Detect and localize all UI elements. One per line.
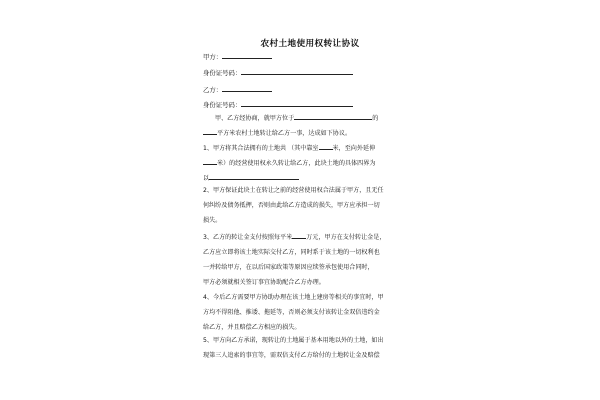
intro-paragraph [203, 111, 419, 141]
document-page [195, 0, 425, 400]
id-a-blank [241, 68, 353, 75]
id-a-label: 身份证号码： [203, 69, 242, 77]
clause2-line2: 何纠纷及债务抵押，否则由此给乙方造成的损失，甲方应承担一切 [203, 202, 380, 209]
party-a-blank [222, 52, 272, 59]
intro-line2-text: 平方米农村土地转让给乙方一事，达成如下协议。 [217, 130, 352, 137]
clause4-line2: 方均不得阻他、推诿、拖延等，否则必须支付该转让金双倍违约金 [203, 309, 380, 316]
area-blank [203, 128, 217, 135]
price-blank [292, 232, 306, 239]
party-a-row [203, 52, 272, 62]
clause-2 [203, 183, 419, 228]
depth-blank [203, 158, 217, 165]
clause1-line1-end: 米，至向外延伸 [332, 145, 376, 152]
clause-4 [203, 290, 419, 335]
clause3-line1-end: 万元，甲方在支付转让金是， [306, 234, 386, 241]
party-b-blank [222, 85, 272, 92]
location-blank [294, 113, 372, 120]
id-b-blank [241, 100, 353, 107]
clause2-line3: 损失。 [203, 217, 222, 224]
clause3-line3: 一并转给甲方，在以后国家政策等原因应续签承包使用合同时， [203, 264, 374, 271]
intro-line1-end: 的 [372, 115, 379, 122]
clause1-line2-text: 米）的经营使用权永久转让给乙方，此块土地的具体四界为 [217, 160, 376, 167]
clause3-line2: 乙方应立即将该土地实际交付乙方，同时系于该土地的一切权利也 [203, 249, 380, 256]
document-title: 农村土地使用权转让协议 [260, 39, 360, 49]
clause-3 [203, 230, 419, 290]
front-width-blank [319, 143, 333, 150]
clause5-line2: 现第三人追索的事宜等，需双倍支付乙方给付的土地转让金及赔偿 [203, 352, 380, 359]
clause4-line3: 给乙方，并且赔偿乙方相应的损失。 [203, 324, 301, 331]
intro-line1-text: 甲、乙方经协商，就甲方位于 [215, 115, 295, 122]
clause1-line3-text: 以 [203, 175, 210, 182]
clause4-line1: 4、今后乙方需要甲方协助办理在该土地上建房等相关的事宜时，甲 [203, 294, 384, 301]
clause3-line4: 甲方必须就相关签订事宜协助配合乙方办理。 [203, 279, 325, 286]
boundary-blank [209, 173, 299, 180]
clause-5 [203, 333, 419, 363]
clause1-line1-text: 1、甲方将其合法拥有的土地共 （其中靠室 [203, 145, 319, 152]
id-b-row [203, 100, 353, 110]
clause-1 [203, 141, 419, 186]
party-a-label: 甲方： [203, 53, 223, 61]
id-a-row [203, 68, 353, 78]
clause3-line1-text: 3、乙方的转让金支付按照每平米 [203, 234, 293, 241]
clause5-line1: 5、甲方向乙方承诺，现转让的土地属于基本用地以外的土地，如出 [203, 337, 384, 344]
party-b-label: 乙方： [203, 86, 223, 94]
clause2-line1: 2、甲方保证此块土在转让之前的经营使用权合法属于甲方，且无任 [203, 187, 384, 194]
id-b-label: 身份证号码： [203, 101, 242, 109]
party-b-row [203, 85, 272, 95]
